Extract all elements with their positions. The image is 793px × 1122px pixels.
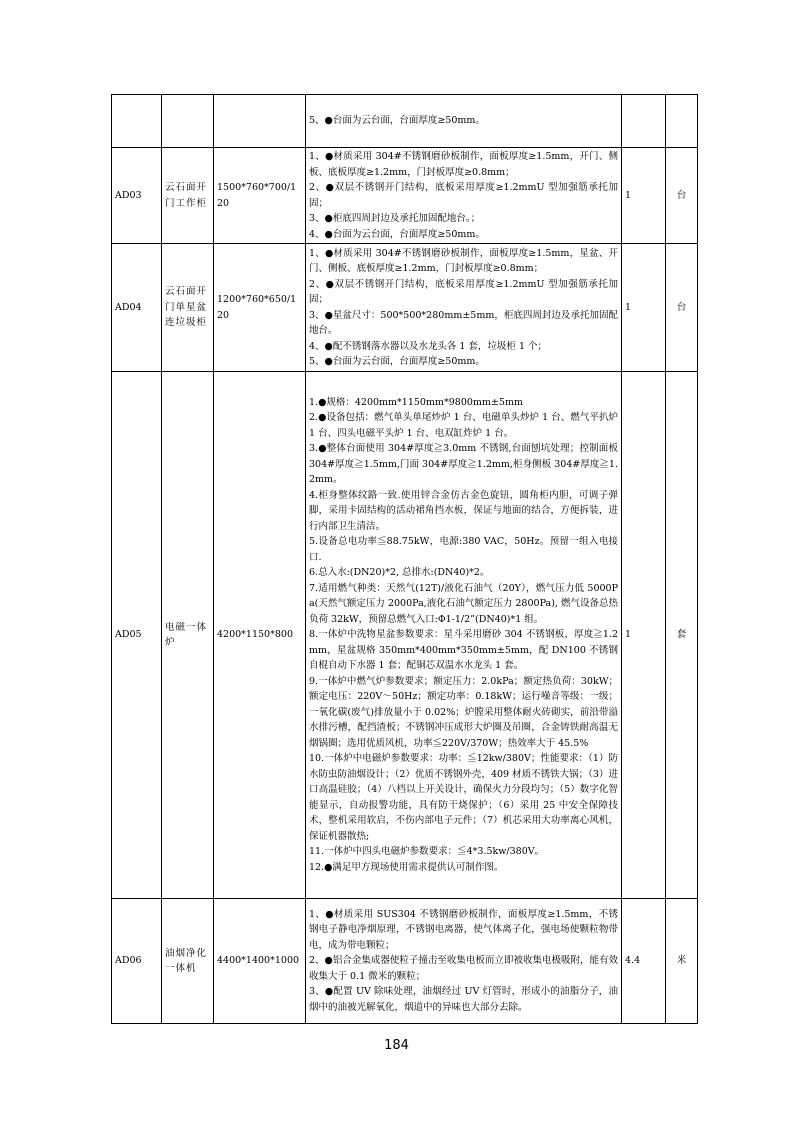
- item-unit-cell: [666, 95, 698, 148]
- desc-line: 3.●整体台面使用 304#厚度≧3.0mm 不锈钢,台面刨坑处理；控制面板 304#厚度≧1.5mm,门面 304#厚度≧1.2mm,柜身侧板 304#厚度≧1.2mm。: [309, 443, 618, 486]
- desc-line: 9.一体炉中燃气炉参数要求；额定压力：2.0kPa；额定热负荷：30kW；额定电压：220V～50Hz；额定功率：0.18kW；运行噪音等级：一级；一氧化碳(废气)排放量小于 0.02%；炉膛采用整体耐火砖砌实，前沿带溢水排污槽，配挡渣板；不锈钢冲压成形大炉圈及吊圈，合金铸铁耐高温无烟锅圈；选用优质风机，功率≦220V/370W；热效率大于 45.5%: [309, 675, 618, 749]
- equipment-spec-table: [111, 94, 698, 1024]
- desc-line: 2、●铝合金集成器使粒子撞击至收集电板而立即被收集电极吸附，能有效收集大于 0.1 微米的颗粒；: [309, 955, 618, 982]
- item-desc-cell: [306, 148, 622, 244]
- item-unit-cell: 台: [666, 244, 698, 372]
- desc-line: 3、●星盆尺寸：500*500*280mm±5mm，柜底四周封边及承托加固配地台。: [309, 309, 618, 336]
- item-spec-cell: 4400*1400*1000: [214, 899, 306, 1024]
- table-row: [112, 372, 698, 899]
- desc-line: 4、●台面为云台面，台面厚度≥50mm。: [309, 228, 485, 240]
- desc-line: 1、●材质采用 SUS304 不锈钢磨砂板制作，面板厚度≥1.5mm，不锈钢电子静电净烟原理，不锈钢电离器，使气体离子化，强电场使颗粒物带电，成为带电颗粒；: [309, 908, 618, 951]
- item-qty-cell: [622, 95, 666, 148]
- item-name-cell: [162, 95, 214, 148]
- item-spec-cell: 1500*760*700/120: [214, 148, 306, 244]
- desc-line: 12.●满足甲方现场使用需求提供认可制作图。: [309, 861, 504, 873]
- item-name-cell: 油烟净化一体机: [162, 899, 214, 1024]
- desc-line: 3、●柜底四周封边及承托加固配地台。；: [309, 213, 481, 224]
- item-spec-cell: 1200*760*650/120: [214, 244, 306, 372]
- item-name-cell: 电磁一体炉: [162, 372, 214, 899]
- item-spec-cell: [214, 95, 306, 148]
- item-desc-cell: [306, 244, 622, 372]
- item-desc-cell: [306, 95, 622, 148]
- item-name-cell: 云石面开门工作柜: [162, 148, 214, 244]
- item-code-cell: AD04: [112, 244, 162, 372]
- table-row: [112, 95, 698, 148]
- item-unit-cell: 米: [666, 899, 698, 1024]
- desc-line: 5.设备总电功率≦88.75kW，电源:380 VAC，50Hz。预留一组入电接口.: [309, 536, 618, 563]
- item-spec-cell: 4200*1150*800: [214, 372, 306, 899]
- item-qty-cell: 1: [622, 244, 666, 372]
- desc-line: 1、●材质采用 304#不锈钢磨砂板制作，面板厚度≥1.5mm，开门、侧板、底板厚度≥1.2mm，门封板厚度≥0.8mm；: [309, 151, 618, 178]
- desc-line: 4.柜身整体纹路一致.使用锌合金仿古金色旋钮，圆角柜内胆，可调子弹脚，采用卡固结构的活动裙角挡水板，保证与地面的结合，方便拆装，进行内部卫生清洁。: [309, 489, 618, 532]
- desc-line: 8.一体炉中洗物星盆参数要求：星斗采用磨砂 304 不锈钢板，厚度≧1.2mm，星盆规格 350mm*400mm*350mm±5mm，配 DN100 不锈钢自棍自动下水器 1 套；配铜芯双温水水龙头 1 套。: [309, 629, 618, 672]
- desc-line: 2、●双层不锈钢开门结构，底板采用厚度≥1.2mmU 型加强筋承托加固；: [309, 182, 618, 209]
- desc-line: 2、●双层不锈钢开门结构，底板采用厚度≥1.2mmU 型加强筋承托加固；: [309, 278, 618, 305]
- item-unit-cell: 套: [666, 372, 698, 899]
- page-number: 184: [384, 1038, 409, 1053]
- desc-line: 5、●台面为云台面，台面厚度≥50mm。: [309, 356, 485, 367]
- desc-line: 10.一体炉中电磁炉参数要求：功率：≦12kw/380V；性能要求：（1）防水防虫防油烟设计；（2）优质不锈钢外壳，409 材质不锈铁大锅；（3）进口高温硅胶；（4）八档以上开关设计，确保火力分段均匀；（5）数字化智能显示，自动报警功能，具有防干烧保护；（6）采用 25 中安全保障技术，整机采用软启，不伤内部电子元件；（7）机芯采用大功率离心风机，保证机器散热;: [309, 753, 618, 842]
- desc-line: 1、●材质采用 304#不锈钢磨砂板制作，面板厚度≥1.5mm，星盆、开门、侧板、底板厚度≥1.2mm，门封板厚度≥0.8mm；: [309, 247, 618, 274]
- desc-line: 6.总入水:(DN20)*2, 总排水:(DN40)*2。: [309, 567, 490, 579]
- item-qty-cell: 1: [622, 148, 666, 244]
- table-row: [112, 148, 698, 244]
- item-desc-cell: [306, 899, 622, 1024]
- desc-line: 4、●配不锈钢落水器以及水龙头各 1 套，垃圾柜 1 个；: [309, 340, 548, 352]
- item-name-cell: 云石面开门单星盆连垃圾柜: [162, 244, 214, 372]
- item-code-cell: AD06: [112, 899, 162, 1024]
- item-desc-cell: [306, 372, 622, 899]
- desc-line: 11.一体炉中四头电磁炉参数要求：≦4*3.5kw/380V。: [309, 846, 545, 858]
- item-code-cell: AD03: [112, 148, 162, 244]
- item-code-cell: [112, 95, 162, 148]
- desc-line: 1.●规格：4200mm*1150mm*9800mm±5mm: [309, 396, 523, 408]
- table-row: [112, 899, 698, 1024]
- desc-line: 2.●设备包括：燃气单头单尾炒炉 1 台、电磁单头炒炉 1 台、燃气平扒炉 1 台、四头电磁平头炉 1 台、电双缸炸炉 1 台。: [309, 412, 618, 439]
- item-qty-cell: 1: [622, 372, 666, 899]
- item-qty-cell: 4.4: [622, 899, 666, 1024]
- desc-line: 7.适用燃气种类：天然气(12T)/液化石油气（20Y），燃气压力低 5000Pa(天然气额定压力 2000Pa,液化石油气额定压力 2800Pa), 燃气设备总热负荷 32kW，预留总燃气入口:Φ1-1/2”(DN40)*1 组。: [309, 582, 618, 625]
- item-code-cell: AD05: [112, 372, 162, 899]
- table-row: [112, 244, 698, 372]
- desc-line: 5、●台面为云台面，台面厚度≥50mm。: [309, 115, 485, 127]
- desc-line: 3、●配置 UV 除味处理，油烟经过 UV 灯管时，形成小的油脂分子，油烟中的油被光解氧化，烟道中的异味也大部分去除。: [309, 986, 618, 1013]
- item-unit-cell: 台: [666, 148, 698, 244]
